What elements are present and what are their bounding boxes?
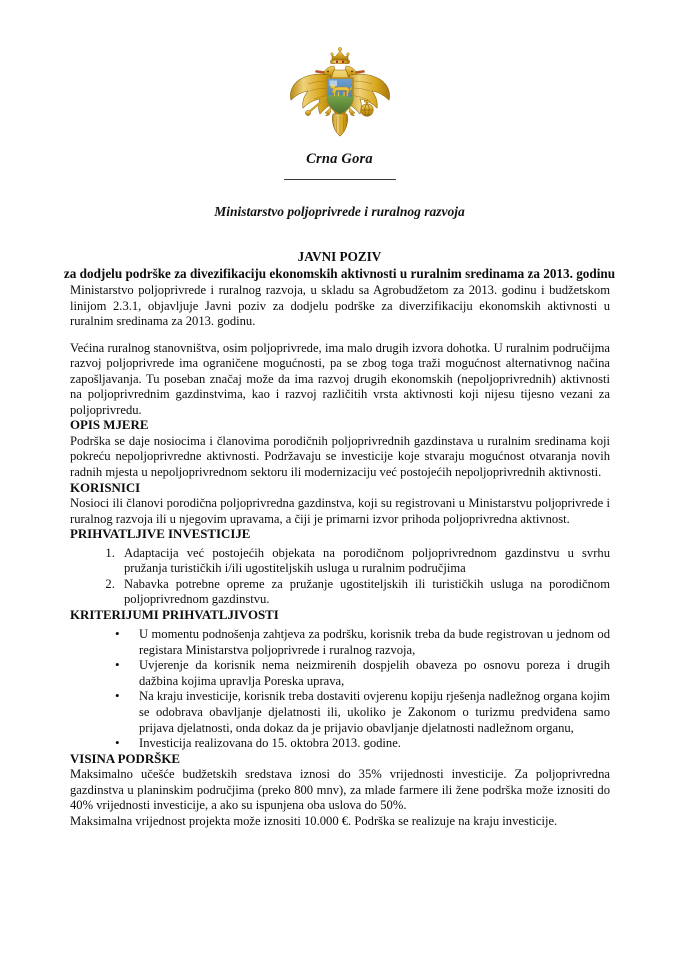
crown-part [330,47,349,63]
shield-part [327,78,353,114]
section-heading-korisnici: KORISNICI [70,480,141,495]
section-body-opis-mjere: Podrška se daje nosiocima i članovima porodičnih poljoprivrednih gazdinstava u ruralnim sredinama koji pokreću nepoljoprivredne aktivnosti. Podržavaju se investicije koje stvaraju mogućnost otvaranja novih radnih mjesta u nepoljoprivrednom sektoru ili modernizaciju već postojećih nepoljoprivrednih aktivnosti. [70,433,610,479]
list-item: • Investicija realizovana do 15. oktobra 2013. godine. [115,736,610,752]
list-item: • U momentu podnošenja zahtjeva za podršku, korisnik treba da bude registrovan u jednom od registara Ministarstva poljoprivrede i ruralnog razvoja, [115,627,610,658]
list-item: • Na kraju investicije, korisnik treba dostaviti ovjerenu kopiju rješenja nadležnog organa kojim se odobrava obavljanje djelatnosti ili, ukoliko je Zakonom o turizmu predviđena samo prijava djelatnosti, onda dokaz da je prijavio obavljanje djelatnosti nadležnom organu, [115,689,610,736]
page-title: JAVNI POZIV [297,249,382,264]
ministry-name: Ministarstvo poljoprivrede i ruralnog razvoja [214,204,465,219]
eligibility-criteria-list [70,627,610,751]
section-body-visina-podrske-2: Maksimalna vrijednost projekta može iznositi 10.000 €. Podrška se realizuje na kraju investicije. [70,813,558,828]
header-divider [284,179,396,180]
montenegro-coat-of-arms-icon [284,44,396,140]
intro-paragraph-2: Većina ruralnog stanovništva, osim poljoprivrede, ima malo drugih izvora dohotka. U ruralnim područijma razvoj poljoprivrede ima ograničene mogućnosti, pa se zbog toga traži mogućnost alternativnog načina zapošljavanja. Tu poseban značaj može da ima razvoj drugih ekonomskih (nepoljoprivrednih) aktivnosti na poljoprivrednim gazdinstvima, kao i razvoj različitih vrsta aktivnosti koji nijesu tijesno vezani za poljoprivredu. [70,340,610,417]
document-body [70,283,610,829]
eligible-investments-list [70,546,610,608]
section-body-visina-podrske-1: Maksimalno učešće budžetskih sredstava iznosi do 35% vrijednosti investicije. Za poljoprivredna gazdinstva u planinskim područjima (preko 800 mnv), za mlade farmere ili žene podrška može iznositi do 40% vrijednosti investicije, a ako su ispunjena oba uslova do 50%. [70,767,610,813]
document-header [0,0,679,180]
document-title-block [0,249,679,283]
intro-paragraph-1: Ministarstvo poljoprivrede i ruralnog razvoja, u skladu sa Agrobudžetom za 2013. godinu i budžetskom linijom 2.3.1, objavljuje Javni poziv za dodjelu podrške za diverzifikaciju ekonomskih aktivnosti u ruralnim sredinama za 2013. godinu. [70,283,610,329]
section-heading-prihvatljive-investicije: PRIHVATLJIVE INVESTICIJE [70,527,251,542]
section-heading-kriterijumi-prihvatljivosti: KRITERIJUMI PRIHVATLJIVOSTI [70,607,279,622]
section-heading-visina-podrske: VISINA PODRŠKE [70,751,180,766]
section-heading-opis-mjere: OPIS MJERE [70,418,149,433]
eagle-tail-part [332,114,347,136]
country-name: Crna Gora [306,151,373,167]
page-subtitle: za dodjelu podrške za divezifikaciju ekonomskih aktivnosti u ruralnim sredinama za 2013. godinu [63,265,616,281]
list-item: 1. Adaptacija već postojećih objekata na porodičnom poljoprivrednom gazdinstvu u svrhu pružanja turističkih i/ili ugostiteljskih usluga u ruralnim područjima [118,546,610,577]
list-item: • Uvjerenje da korisnik nema neizmirenih dospjelih obaveza po osnovu poreza i drugih dažbina kojima upravlja Poreska uprava, [115,658,610,689]
list-item: 2. Nabavka potrebne opreme za pružanje ugostiteljskih ili turističkih usluga na porodičnom poljoprivrednom gazdinstvu. [118,577,610,608]
section-body-korisnici: Nosioci ili članovi porodična poljoprivredna gazdinstva, koji su registrovani u Ministarstvu poljoprivrede i ruralnog razvoja ili u njegovim upravama, a čiji je primarni izvor prihoda poljoprivredna aktivnost. [70,495,610,526]
